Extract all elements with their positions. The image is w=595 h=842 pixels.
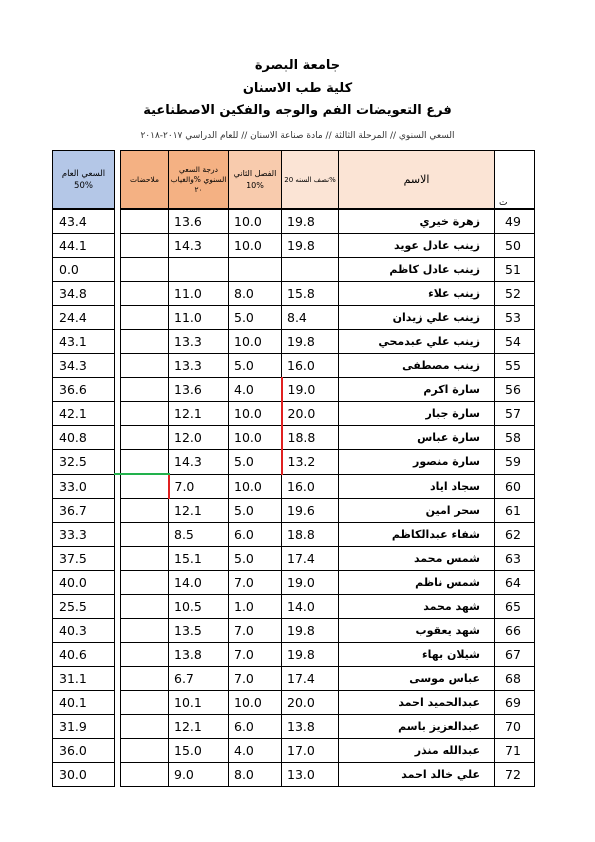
midyear-cell: 18.8 bbox=[282, 426, 339, 450]
yearly-cell: 13.8 bbox=[169, 643, 229, 667]
total-cell: 34.8 bbox=[53, 282, 115, 306]
seq-cell: 64 bbox=[495, 571, 535, 595]
yearly-cell: 14.3 bbox=[169, 234, 229, 258]
university-title: جامعة البصرة bbox=[254, 58, 341, 73]
seq-cell: 70 bbox=[495, 715, 535, 739]
midyear-cell: 19.8 bbox=[282, 234, 339, 258]
total-cell: 40.3 bbox=[53, 619, 115, 643]
yearly-cell: 6.7 bbox=[169, 667, 229, 691]
midyear-cell: 13.0 bbox=[282, 763, 339, 787]
semester2-cell: 4.0 bbox=[229, 739, 282, 763]
total-cell: 30.0 bbox=[53, 763, 115, 787]
total-cell: 44.1 bbox=[53, 234, 115, 258]
yearly-cell: 13.5 bbox=[169, 619, 229, 643]
seq-cell: 51 bbox=[495, 258, 535, 282]
semester2-cell: 10.0 bbox=[229, 234, 282, 258]
table-row bbox=[53, 330, 535, 354]
notes-cell bbox=[121, 426, 169, 450]
semester2-cell: 10.0 bbox=[229, 426, 282, 450]
semester2-cell: 5.0 bbox=[229, 306, 282, 330]
student-name-cell: شهد يعقوب bbox=[339, 619, 495, 643]
notes-cell bbox=[121, 763, 169, 787]
total-cell: 33.3 bbox=[53, 523, 115, 547]
semester2-cell: 8.0 bbox=[229, 763, 282, 787]
col-header-semester2: الفصل الثاني 10% bbox=[229, 151, 282, 210]
student-name-cell: سارة اكرم bbox=[339, 378, 495, 402]
table-row bbox=[53, 643, 535, 667]
semester2-cell: 10.0 bbox=[229, 209, 282, 234]
semester2-cell: 7.0 bbox=[229, 667, 282, 691]
seq-cell: 62 bbox=[495, 523, 535, 547]
table-row bbox=[53, 378, 535, 402]
total-cell: 33.0 bbox=[53, 474, 115, 499]
table-row bbox=[53, 547, 535, 571]
seq-cell: 54 bbox=[495, 330, 535, 354]
notes-cell bbox=[121, 691, 169, 715]
notes-cell bbox=[121, 209, 169, 234]
seq-cell: 71 bbox=[495, 739, 535, 763]
seq-cell: 60 bbox=[495, 474, 535, 499]
table-row bbox=[53, 763, 535, 787]
yearly-cell: 9.0 bbox=[169, 763, 229, 787]
semester2-cell: 5.0 bbox=[229, 450, 282, 475]
notes-cell bbox=[121, 330, 169, 354]
table-row bbox=[53, 354, 535, 378]
total-cell: 40.1 bbox=[53, 691, 115, 715]
col-header-yearly: درجة السعي السنوي %والغياب ٢٠ bbox=[169, 151, 229, 210]
notes-cell bbox=[121, 547, 169, 571]
midyear-cell bbox=[282, 258, 339, 282]
seq-cell: 69 bbox=[495, 691, 535, 715]
notes-cell bbox=[121, 354, 169, 378]
semester2-cell: 6.0 bbox=[229, 523, 282, 547]
yearly-cell: 13.6 bbox=[169, 378, 229, 402]
col-header-total: السعي العام 50% bbox=[53, 151, 115, 210]
total-cell: 40.0 bbox=[53, 571, 115, 595]
seq-cell: 59 bbox=[495, 450, 535, 475]
seq-cell: 61 bbox=[495, 499, 535, 523]
yearly-cell: 7.0 bbox=[169, 474, 229, 499]
total-cell: 31.9 bbox=[53, 715, 115, 739]
midyear-cell: 19.8 bbox=[282, 643, 339, 667]
yearly-cell: 14.0 bbox=[169, 571, 229, 595]
semester2-cell: 5.0 bbox=[229, 354, 282, 378]
midyear-cell: 17.0 bbox=[282, 739, 339, 763]
semester2-cell: 10.0 bbox=[229, 691, 282, 715]
table-row bbox=[53, 402, 535, 426]
total-cell: 43.1 bbox=[53, 330, 115, 354]
notes-cell bbox=[121, 643, 169, 667]
seq-cell: 53 bbox=[495, 306, 535, 330]
semester2-cell: 10.0 bbox=[229, 330, 282, 354]
yearly-cell: 12.1 bbox=[169, 402, 229, 426]
semester2-cell: 5.0 bbox=[229, 499, 282, 523]
table-row bbox=[53, 571, 535, 595]
semester2-cell: 7.0 bbox=[229, 571, 282, 595]
college-title: كلية طب الاسنان bbox=[242, 81, 353, 96]
notes-cell bbox=[121, 234, 169, 258]
table-row bbox=[53, 667, 535, 691]
table-row bbox=[53, 715, 535, 739]
semester2-cell: 4.0 bbox=[229, 378, 282, 402]
notes-cell bbox=[121, 499, 169, 523]
seq-cell: 67 bbox=[495, 643, 535, 667]
table-row bbox=[53, 619, 535, 643]
student-name-cell: سارة جبار bbox=[339, 402, 495, 426]
yearly-cell: 12.1 bbox=[169, 499, 229, 523]
total-cell: 43.4 bbox=[53, 209, 115, 234]
table-row bbox=[53, 234, 535, 258]
notes-cell bbox=[121, 258, 169, 282]
midyear-cell: 19.0 bbox=[282, 378, 339, 402]
col-header-seq: ت bbox=[495, 151, 535, 210]
semester2-cell: 10.0 bbox=[229, 402, 282, 426]
notes-cell bbox=[121, 402, 169, 426]
student-name-cell: سارة عباس bbox=[339, 426, 495, 450]
yearly-cell: 13.3 bbox=[169, 354, 229, 378]
yearly-cell: 11.0 bbox=[169, 282, 229, 306]
semester2-cell: 7.0 bbox=[229, 619, 282, 643]
yearly-cell: 11.0 bbox=[169, 306, 229, 330]
total-cell: 40.6 bbox=[53, 643, 115, 667]
table-row bbox=[53, 258, 535, 282]
student-name-cell: علي خالد احمد bbox=[339, 763, 495, 787]
total-cell: 42.1 bbox=[53, 402, 115, 426]
midyear-cell: 19.8 bbox=[282, 209, 339, 234]
midyear-cell: 17.4 bbox=[282, 667, 339, 691]
notes-cell bbox=[121, 306, 169, 330]
student-name-cell: سجاد اياد bbox=[339, 474, 495, 499]
semester2-cell: 10.0 bbox=[229, 474, 282, 499]
sheet-subtitle: السعي السنوي // المرحلة الثالثة // مادة صناعة الاسنان // للعام الدراسي ٢٠١٧-٢٠١٨ bbox=[140, 131, 455, 141]
table-row bbox=[53, 523, 535, 547]
table-row bbox=[53, 282, 535, 306]
department-title: فرع التعويضات الفم والوجه والفكين الاصطناعية bbox=[143, 103, 452, 118]
seq-cell: 66 bbox=[495, 619, 535, 643]
notes-cell bbox=[121, 450, 169, 475]
student-name-cell: زينب عادل كاظم bbox=[339, 258, 495, 282]
student-name-cell: زينب علي زيدان bbox=[339, 306, 495, 330]
total-cell: 31.1 bbox=[53, 667, 115, 691]
student-name-cell: شهد محمد bbox=[339, 595, 495, 619]
total-cell: 36.6 bbox=[53, 378, 115, 402]
midyear-cell: 16.0 bbox=[282, 354, 339, 378]
notes-cell bbox=[121, 595, 169, 619]
notes-cell bbox=[121, 739, 169, 763]
midyear-cell: 18.8 bbox=[282, 523, 339, 547]
total-cell: 24.4 bbox=[53, 306, 115, 330]
seq-cell: 49 bbox=[495, 209, 535, 234]
yearly-cell: 13.3 bbox=[169, 330, 229, 354]
total-cell: 32.5 bbox=[53, 450, 115, 475]
table-row bbox=[53, 691, 535, 715]
table-row bbox=[53, 426, 535, 450]
table-row bbox=[53, 450, 535, 475]
total-cell: 0.0 bbox=[53, 258, 115, 282]
notes-cell bbox=[121, 523, 169, 547]
col-header-name: الاسم bbox=[339, 151, 495, 210]
seq-cell: 55 bbox=[495, 354, 535, 378]
student-name-cell: عبدالحميد احمد bbox=[339, 691, 495, 715]
midyear-cell: 20.0 bbox=[282, 402, 339, 426]
student-name-cell: زينب عادل عويد bbox=[339, 234, 495, 258]
midyear-cell: 14.0 bbox=[282, 595, 339, 619]
student-name-cell: شمس محمد bbox=[339, 547, 495, 571]
student-name-cell: سحر امين bbox=[339, 499, 495, 523]
notes-cell bbox=[121, 715, 169, 739]
student-name-cell: شيلان بهاء bbox=[339, 643, 495, 667]
midyear-cell: 8.4 bbox=[282, 306, 339, 330]
col-header-midyear: نصف السنه 20% bbox=[282, 151, 339, 210]
seq-cell: 52 bbox=[495, 282, 535, 306]
yearly-cell: 8.5 bbox=[169, 523, 229, 547]
student-name-cell: زهرة خيري bbox=[339, 209, 495, 234]
seq-cell: 57 bbox=[495, 402, 535, 426]
student-name-cell: زينب مصطفى bbox=[339, 354, 495, 378]
total-cell: 40.8 bbox=[53, 426, 115, 450]
student-name-cell: عبدالله منذر bbox=[339, 739, 495, 763]
grades-table bbox=[52, 150, 535, 787]
total-cell: 36.7 bbox=[53, 499, 115, 523]
semester2-cell bbox=[229, 258, 282, 282]
seq-cell: 58 bbox=[495, 426, 535, 450]
student-name-cell: شفاء عبدالكاظم bbox=[339, 523, 495, 547]
yearly-cell: 12.0 bbox=[169, 426, 229, 450]
notes-cell bbox=[121, 667, 169, 691]
col-header-notes: ملاحضات bbox=[121, 151, 169, 210]
yearly-cell: 15.0 bbox=[169, 739, 229, 763]
student-name-cell: عبدالعزيز باسم bbox=[339, 715, 495, 739]
seq-cell: 68 bbox=[495, 667, 535, 691]
midyear-cell: 15.8 bbox=[282, 282, 339, 306]
semester2-cell: 1.0 bbox=[229, 595, 282, 619]
total-cell: 36.0 bbox=[53, 739, 115, 763]
yearly-cell: 13.6 bbox=[169, 209, 229, 234]
student-name-cell: زينب علي عبدمحي bbox=[339, 330, 495, 354]
table-row bbox=[53, 306, 535, 330]
midyear-cell: 17.4 bbox=[282, 547, 339, 571]
notes-cell bbox=[121, 282, 169, 306]
midyear-cell: 19.8 bbox=[282, 619, 339, 643]
semester2-cell: 8.0 bbox=[229, 282, 282, 306]
yearly-cell bbox=[169, 258, 229, 282]
notes-cell bbox=[121, 474, 169, 499]
student-name-cell: شمس ناظم bbox=[339, 571, 495, 595]
seq-cell: 72 bbox=[495, 763, 535, 787]
yearly-cell: 10.1 bbox=[169, 691, 229, 715]
midyear-cell: 19.0 bbox=[282, 571, 339, 595]
total-cell: 37.5 bbox=[53, 547, 115, 571]
table-row bbox=[53, 209, 535, 234]
midyear-cell: 13.2 bbox=[282, 450, 339, 475]
total-cell: 34.3 bbox=[53, 354, 115, 378]
table-row bbox=[53, 739, 535, 763]
seq-cell: 63 bbox=[495, 547, 535, 571]
seq-cell: 65 bbox=[495, 595, 535, 619]
semester2-cell: 6.0 bbox=[229, 715, 282, 739]
student-name-cell: زينب علاء bbox=[339, 282, 495, 306]
table-row bbox=[53, 595, 535, 619]
yearly-cell: 15.1 bbox=[169, 547, 229, 571]
midyear-cell: 13.8 bbox=[282, 715, 339, 739]
seq-cell: 50 bbox=[495, 234, 535, 258]
midyear-cell: 19.8 bbox=[282, 330, 339, 354]
student-name-cell: سارة منصور bbox=[339, 450, 495, 475]
midyear-cell: 16.0 bbox=[282, 474, 339, 499]
midyear-cell: 20.0 bbox=[282, 691, 339, 715]
notes-cell bbox=[121, 619, 169, 643]
midyear-cell: 19.6 bbox=[282, 499, 339, 523]
student-name-cell: عباس موسى bbox=[339, 667, 495, 691]
seq-cell: 56 bbox=[495, 378, 535, 402]
notes-cell bbox=[121, 378, 169, 402]
notes-cell bbox=[121, 571, 169, 595]
yearly-cell: 14.3 bbox=[169, 450, 229, 475]
semester2-cell: 5.0 bbox=[229, 547, 282, 571]
yearly-cell: 10.5 bbox=[169, 595, 229, 619]
yearly-cell: 12.1 bbox=[169, 715, 229, 739]
semester2-cell: 7.0 bbox=[229, 643, 282, 667]
table-row bbox=[53, 499, 535, 523]
table-row bbox=[53, 474, 535, 499]
total-cell: 25.5 bbox=[53, 595, 115, 619]
header-row bbox=[53, 151, 535, 210]
